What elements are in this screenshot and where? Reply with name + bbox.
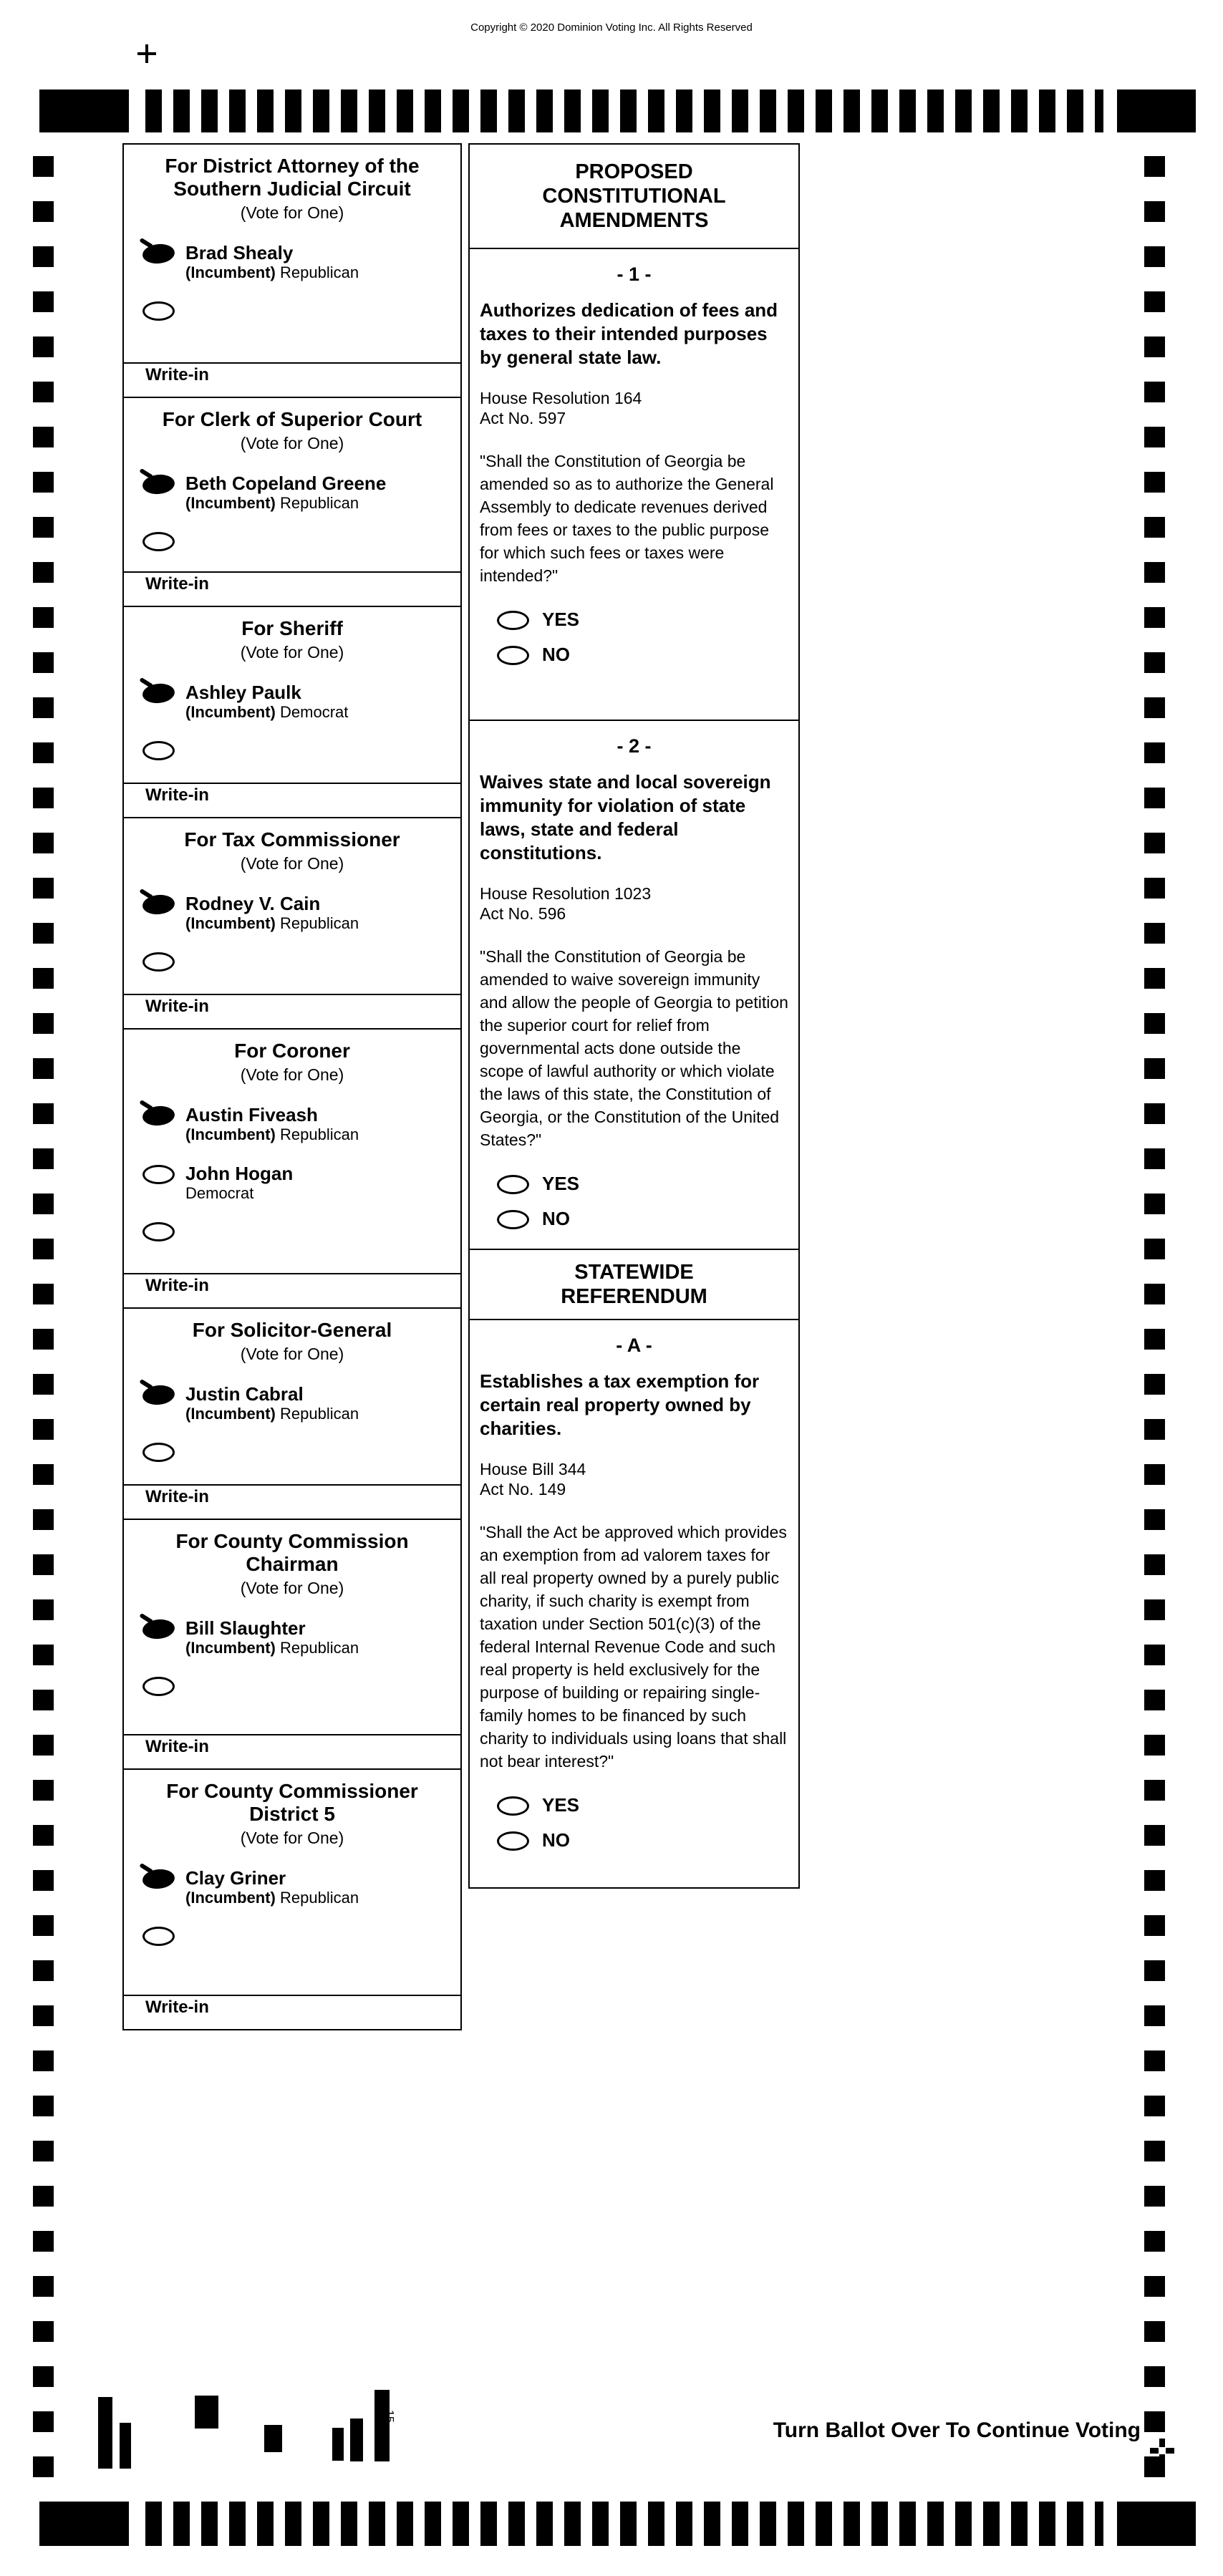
write-in-area: [124, 1273, 460, 1307]
incumbent-label: (Incumbent): [185, 1639, 276, 1657]
barcode-bar: [332, 2428, 344, 2461]
candidate-party: [185, 1889, 359, 1907]
party-label: Republican: [280, 914, 359, 932]
registration-crosshair-icon: [1150, 2439, 1174, 2463]
candidate-name: Clay Griner: [185, 1867, 286, 1889]
party-label: Republican: [280, 1889, 359, 1907]
candidate-oval[interactable]: [142, 1618, 176, 1641]
incumbent-label: (Incumbent): [185, 1405, 276, 1423]
write-in-candidate-row: [124, 300, 460, 321]
write-in-oval[interactable]: [142, 532, 175, 551]
no-label: NO: [542, 1829, 570, 1851]
party-label: Democrat: [185, 1184, 254, 1202]
candidate-oval[interactable]: [142, 1868, 176, 1891]
contest-title: For Tax Commissioner: [184, 828, 400, 851]
candidate-row: [124, 1163, 460, 1202]
write-in-area: [124, 1734, 460, 1768]
candidate-party: [185, 1184, 293, 1202]
measure-amendment-1: [470, 249, 798, 721]
yes-oval[interactable]: [497, 1796, 529, 1816]
candidate-oval[interactable]: [142, 473, 176, 496]
incumbent-label: (Incumbent): [185, 263, 276, 281]
contests-column: [122, 143, 462, 2030]
party-label: Republican: [280, 1125, 359, 1143]
contest-tax-commissioner: [124, 818, 460, 1030]
stub-number: 15: [383, 2410, 395, 2423]
yes-choice-row: [480, 1173, 788, 1195]
write-in-area: [124, 1995, 460, 2029]
timing-marks-right: [1144, 156, 1165, 2484]
candidate-name: Bill Slaughter: [185, 1617, 306, 1639]
timing-block-left: [39, 89, 129, 132]
vote-for-instruction: (Vote for One): [240, 1579, 344, 1597]
contest-sheriff: [124, 607, 460, 818]
write-in-candidate-row: [124, 1441, 460, 1462]
vote-for-instruction: (Vote for One): [240, 643, 344, 662]
yes-label: YES: [542, 1173, 580, 1194]
measure-references: [480, 388, 788, 428]
candidate-name: Justin Cabral: [185, 1383, 304, 1405]
yes-label: YES: [542, 1794, 580, 1816]
write-in-label: Write-in: [145, 365, 209, 384]
write-in-oval[interactable]: [142, 741, 175, 760]
vote-for-instruction: (Vote for One): [240, 854, 344, 873]
yes-choice-row: [480, 1794, 788, 1816]
candidate-row: [124, 243, 460, 281]
measure-summary: Authorizes dedication of fees and taxes to their intended purposes by general state law.: [480, 299, 778, 368]
write-in-area: [124, 571, 460, 606]
measures-column: [468, 143, 800, 1889]
candidate-text: [185, 473, 386, 512]
measure-question: "Shall the Act be approved which provides an exemption from ad valorem taxes for all real property owned by a purely public charity, if such charity is exempt from taxation under Section 501(c)(3) of the federal Internal Revenue Code and such real property is held exclusively for the purpose of building or repairing single-family homes to be financed by such charity to individuals using loans that shall not bear interest?": [480, 1523, 787, 1771]
party-label: Democrat: [280, 703, 349, 721]
contest-title: For Sheriff: [241, 617, 343, 639]
no-label: NO: [542, 1208, 570, 1229]
write-in-candidate-row: [124, 1675, 460, 1696]
barcode-bar: [120, 2423, 131, 2469]
contest-title: For County Commissioner District 5: [166, 1780, 418, 1825]
contest-clerk-superior-court: [124, 398, 460, 607]
measure-ref-act: Act No. 149: [480, 1480, 566, 1498]
timing-bars: [145, 89, 1103, 132]
write-in-label: Write-in: [145, 574, 209, 594]
write-in-area: [124, 994, 460, 1028]
measure-references: [480, 883, 788, 924]
candidate-party: [185, 703, 348, 721]
contest-title: For County Commission Chairman: [175, 1530, 409, 1575]
measure-ref-act: Act No. 596: [480, 904, 566, 923]
no-choice-row: [480, 644, 788, 666]
no-oval[interactable]: [497, 646, 529, 665]
timing-marks-top: [0, 89, 1223, 132]
candidate-name: John Hogan: [185, 1163, 294, 1184]
measure-ref-bill: House Bill 344: [480, 1460, 586, 1478]
contest-county-commission-chairman: [124, 1520, 460, 1770]
registration-plus-icon: [137, 44, 156, 63]
party-label: Republican: [280, 1405, 359, 1423]
candidate-party: [185, 1125, 359, 1143]
contest-coroner: [124, 1030, 460, 1309]
candidate-text: [185, 1163, 293, 1202]
no-choice-row: [480, 1208, 788, 1230]
candidate-text: [185, 1105, 359, 1143]
contest-solicitor-general: [124, 1309, 460, 1520]
vote-for-instruction: (Vote for One): [240, 434, 344, 452]
yes-oval[interactable]: [497, 611, 529, 630]
barcode-bar: [350, 2418, 363, 2461]
measure-references: [480, 1459, 788, 1499]
ballot-stub-barcode: [98, 2397, 413, 2477]
candidate-text: [185, 894, 359, 932]
write-in-candidate-row: [124, 951, 460, 972]
incumbent-label: (Incumbent): [185, 703, 276, 721]
candidate-party: [185, 494, 386, 512]
incumbent-label: (Incumbent): [185, 1125, 276, 1143]
barcode-bar: [195, 2396, 218, 2429]
candidate-text: [185, 1384, 359, 1423]
write-in-oval[interactable]: [142, 952, 175, 972]
no-oval[interactable]: [497, 1831, 529, 1851]
barcode-bar: [374, 2390, 390, 2461]
candidate-oval[interactable]: [142, 1165, 175, 1184]
write-in-label: Write-in: [145, 1998, 209, 2017]
incumbent-label: (Incumbent): [185, 494, 276, 512]
candidate-oval[interactable]: [142, 894, 176, 916]
party-label: Republican: [280, 494, 359, 512]
timing-block-left: [39, 2502, 129, 2546]
candidate-party: [185, 1405, 359, 1423]
amendments-header: PROPOSED CONSTITUTIONAL AMENDMENTS: [470, 145, 798, 249]
candidate-row: [124, 1868, 460, 1907]
write-in-label: Write-in: [145, 1737, 209, 1756]
write-in-area: [124, 362, 460, 397]
barcode-bar: [264, 2425, 282, 2452]
candidate-row: [124, 894, 460, 932]
vote-for-instruction: (Vote for One): [240, 203, 344, 222]
candidate-text: [185, 682, 348, 721]
candidate-row: [124, 1384, 460, 1423]
candidate-oval[interactable]: [142, 682, 176, 705]
timing-block-right: [1117, 2502, 1196, 2546]
candidate-text: [185, 1868, 359, 1907]
yes-oval[interactable]: [497, 1175, 529, 1194]
write-in-candidate-row: [124, 1221, 460, 1241]
timing-block-right: [1117, 89, 1196, 132]
write-in-oval[interactable]: [142, 1222, 175, 1241]
incumbent-label: (Incumbent): [185, 1889, 276, 1907]
candidate-name: Austin Fiveash: [185, 1104, 318, 1125]
candidate-row: [124, 1618, 460, 1657]
candidate-row: [124, 682, 460, 721]
write-in-label: Write-in: [145, 1276, 209, 1295]
write-in-area: [124, 783, 460, 817]
candidate-row: [124, 473, 460, 512]
candidate-party: [185, 263, 359, 281]
measure-question: "Shall the Constitution of Georgia be amended so as to authorize the General Assembly to dedicate revenues derived from fees or taxes to the public purpose for which such fees or taxes were intended?": [480, 452, 774, 585]
yes-label: YES: [542, 609, 580, 630]
candidate-text: [185, 1618, 359, 1657]
contest-county-commissioner-district-5: [124, 1770, 460, 2029]
candidate-oval[interactable]: [142, 243, 176, 266]
contest-district-attorney: [124, 145, 460, 398]
measure-referendum-a: [470, 1320, 798, 1887]
contest-title: For Clerk of Superior Court: [162, 408, 422, 430]
candidate-oval[interactable]: [142, 1384, 176, 1407]
measure-summary: Establishes a tax exemption for certain real property owned by charities.: [480, 1370, 760, 1439]
measure-number: - 2 -: [617, 735, 652, 757]
measure-summary: Waives state and local sovereign immunity for violation of state laws, state and federal constitutions.: [480, 771, 771, 863]
vote-for-instruction: (Vote for One): [240, 1829, 344, 1847]
incumbent-label: (Incumbent): [185, 914, 276, 932]
no-label: NO: [542, 644, 570, 665]
yes-choice-row: [480, 609, 788, 631]
measure-number: - 1 -: [617, 263, 652, 285]
write-in-label: Write-in: [145, 785, 209, 805]
turn-ballot-over-instruction: Turn Ballot Over To Continue Voting: [773, 2418, 1141, 2442]
candidate-name: Rodney V. Cain: [185, 893, 321, 914]
crosshair-center: [1159, 2447, 1166, 2454]
candidate-name: Beth Copeland Greene: [185, 473, 387, 494]
vote-for-instruction: (Vote for One): [240, 1345, 344, 1363]
write-in-candidate-row: [124, 740, 460, 760]
contest-title: For Coroner: [234, 1040, 350, 1062]
write-in-oval[interactable]: [142, 1443, 175, 1462]
write-in-label: Write-in: [145, 997, 209, 1016]
referendum-header: STATEWIDE REFERENDUM: [470, 1250, 798, 1320]
measure-amendment-2: [470, 721, 798, 1250]
measure-question: "Shall the Constitution of Georgia be amended to waive sovereign immunity and allow the people of Georgia to petition the superior court for relief from governmental acts done outside the scope of lawful authority or which violate the laws of this state, the Constitution of Georgia, or the Constitution of the United States?": [480, 947, 788, 1149]
measure-ref-act: Act No. 597: [480, 409, 566, 427]
write-in-area: [124, 1484, 460, 1519]
write-in-oval[interactable]: [142, 1927, 175, 1946]
barcode-bar: [98, 2397, 112, 2469]
measure-ref-resolution: House Resolution 164: [480, 389, 642, 407]
measure-ref-resolution: House Resolution 1023: [480, 884, 652, 903]
candidate-text: [185, 243, 359, 281]
write-in-oval[interactable]: [142, 301, 175, 321]
timing-marks-bottom: [0, 2502, 1223, 2546]
no-choice-row: [480, 1829, 788, 1851]
party-label: Republican: [280, 263, 359, 281]
candidate-party: [185, 914, 359, 932]
write-in-oval[interactable]: [142, 1677, 175, 1696]
candidate-name: Brad Shealy: [185, 242, 294, 263]
candidate-name: Ashley Paulk: [185, 682, 301, 703]
no-oval[interactable]: [497, 1210, 529, 1229]
write-in-candidate-row: [124, 531, 460, 551]
write-in-label: Write-in: [145, 1487, 209, 1506]
vote-for-instruction: (Vote for One): [240, 1065, 344, 1084]
candidate-oval[interactable]: [142, 1105, 176, 1128]
measure-number: - A -: [616, 1335, 652, 1356]
contest-title: For District Attorney of the Southern Judicial Circuit: [165, 155, 420, 200]
timing-bars: [145, 2502, 1103, 2546]
copyright-text: Copyright © 2020 Dominion Voting Inc. All Rights Reserved: [470, 21, 753, 34]
candidate-row: [124, 1105, 460, 1143]
candidate-party: [185, 1639, 359, 1657]
timing-marks-left: [33, 156, 54, 2484]
contest-title: For Solicitor-General: [192, 1319, 392, 1341]
party-label: Republican: [280, 1639, 359, 1657]
write-in-candidate-row: [124, 1925, 460, 1946]
